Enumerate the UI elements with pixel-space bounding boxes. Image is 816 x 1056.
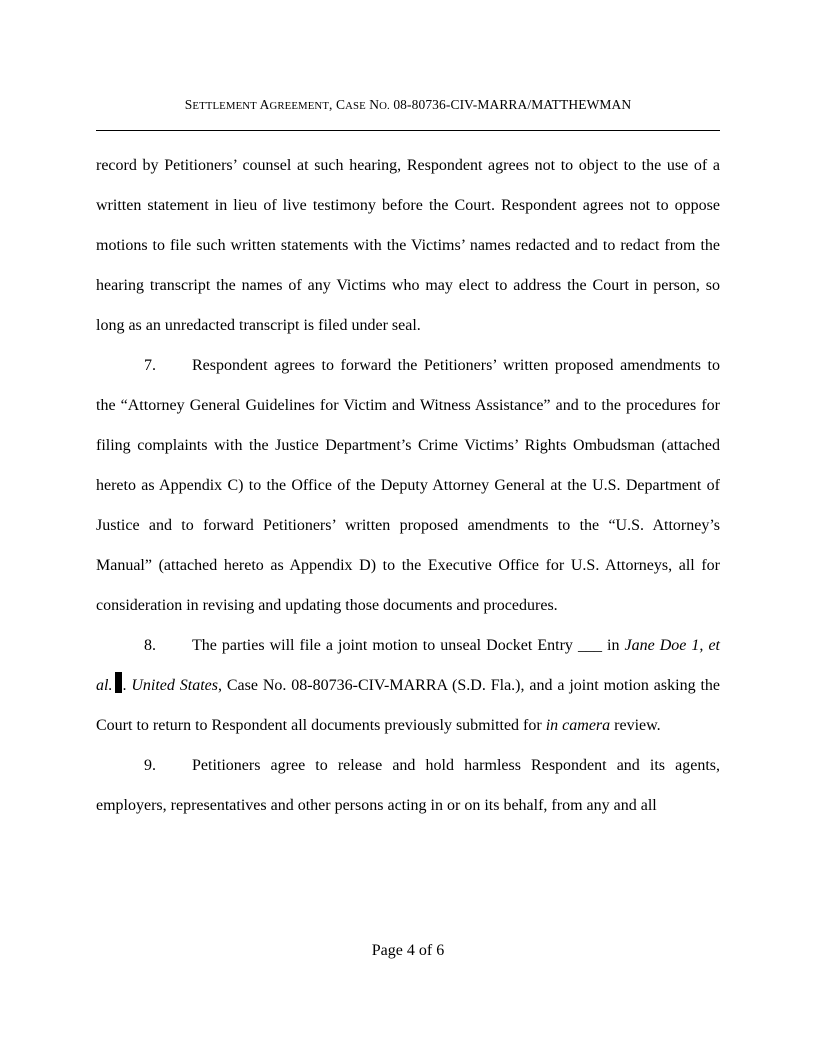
paragraph-text: . [122, 677, 132, 694]
running-header [96, 96, 720, 115]
paragraph-number: 8. [144, 637, 156, 654]
page-number-footer: Page 4 of 6 [371, 942, 445, 959]
paragraph-9 [96, 746, 720, 826]
continuation-paragraph: record by Petitioners’ counsel at such hearing, Respondent agrees not to object to the use of a written statement in lieu of live testimony before the Court. Respondent agrees not to oppose motions to file such written statements with the Victims’ names redacted and to redact from the hearing transcript the names of any Victims who may elect to address the Court in person, so long as an unredacted transcript is filed under seal. [96, 157, 720, 334]
in-camera-italic: in camera [545, 717, 611, 734]
header-word-initial: S [184, 97, 193, 112]
header-rule [96, 130, 720, 131]
header-word-initial: C [335, 97, 346, 112]
case-name-italic: Jane Doe 1, et al. [96, 637, 720, 694]
header-case-number: 08-80736-CIV-MARRA/MATTHEWMAN [389, 97, 632, 112]
header-comma: , [329, 97, 336, 112]
paragraph-8 [96, 626, 720, 746]
paragraph-number: 7. [144, 357, 156, 374]
paragraph-text: Petitioners agree to release and hold harmless Respondent and its agents, employers, representatives and other persons acting in or on its behalf, from any and all [96, 757, 720, 814]
paragraph-number: 9. [144, 757, 156, 774]
paragraph-7 [96, 346, 720, 626]
paragraph-text: review. [610, 717, 661, 734]
header-word-rest: O. [379, 100, 390, 112]
case-name-italic: United States [131, 677, 218, 694]
header-word-rest: GREEMENT [269, 100, 330, 112]
body-text [96, 146, 720, 826]
header-word-rest: ASE [345, 100, 366, 112]
paragraph-text: Respondent agrees to forward the Petitioners’ written proposed amendments to the “Attorney General Guidelines for Victim and Witness Assistance” and to the procedures for filing complaints with the Justice Department’s Crime Victims’ Rights Ombudsman (attached hereto as Appendix C) to the Office of the Deputy Attorney General at the U.S. Department of Justice and to forward Petitioners’ written proposed amendments to the “U.S. Attorney’s Manual” (attached hereto as Appendix D) to the Executive Office for U.S. Attorneys, all for consideration in revising and updating those documents and procedures. [96, 357, 720, 614]
header-word-rest: ETTLEMENT [192, 100, 257, 112]
header-word-initial: A [259, 97, 270, 112]
paragraph-text: , Case No. 08-80736-CIV-MARRA (S.D. Fla.), and a joint motion asking the Court to return to Respondent all documents previously submitted for [96, 677, 721, 734]
header-word-initial: N [369, 97, 380, 112]
paragraph-text: The parties will file a joint motion to unseal Docket Entry ___ in [192, 637, 625, 654]
